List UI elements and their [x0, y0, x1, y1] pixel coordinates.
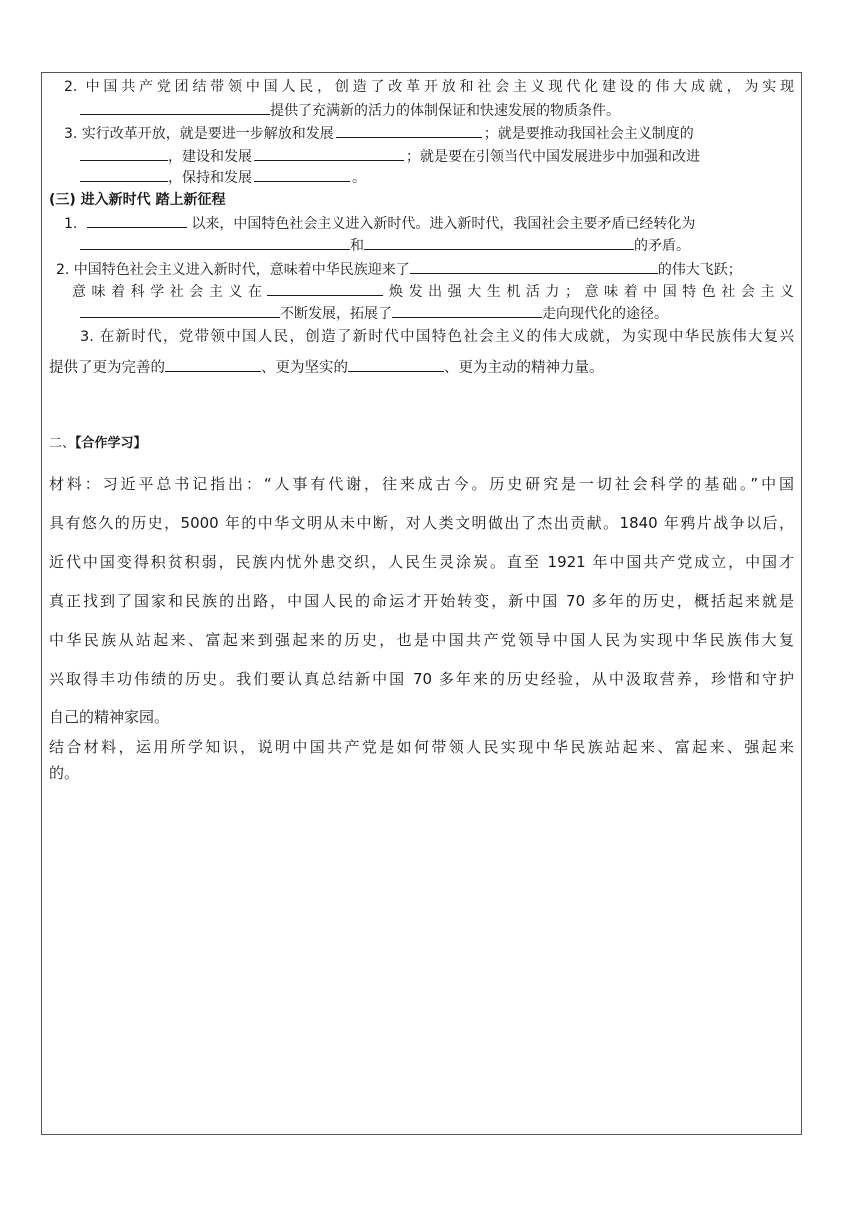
blank-field[interactable] — [392, 303, 542, 318]
item2-line2-text: 提供了充满新的活力的体制保证和快速发展的物质条件。 — [270, 103, 620, 119]
s3-item3-line2c: 、更为主动的精神力量。 — [444, 360, 604, 376]
item3-line3b: 。 — [352, 170, 366, 186]
item3-line3 — [80, 167, 366, 188]
s3-item1-line2 — [80, 235, 690, 256]
blank-field[interactable] — [410, 259, 658, 274]
blank-field[interactable] — [254, 167, 350, 182]
blank-field[interactable] — [348, 357, 444, 372]
s3-item2-line1a: 2. 中国特色社会主义进入新时代，意味着中华民族迎来了 — [56, 262, 410, 278]
s3-item2-line2a: 意味着科学社会主义在 — [72, 284, 268, 300]
blank-field[interactable] — [165, 357, 261, 372]
s3-item1-num: 1. — [64, 216, 78, 232]
answer-area[interactable] — [49, 800, 794, 1120]
material-line-6: 兴取得丰功伟绩的历史。我们要认真总结新中国 70 多年来的历史经验，从中汲取营养，珍惜和守护 — [49, 670, 794, 688]
blank-field[interactable] — [267, 281, 383, 296]
material-line-3: 近代中国变得积贫积弱，民族内忧外患交织，人民生灵涂炭。直至 1921 年中国共产党成立，中国才 — [49, 553, 794, 571]
material-line-5: 中华民族从站起来、富起来到强起来的历史，也是中国共产党领导中国人民为实现中华民族伟大复 — [49, 631, 794, 649]
s3-item2-line3a: 不断发展，拓展了 — [280, 306, 392, 322]
item3-line3a: ，保持和发展 — [168, 170, 252, 186]
s3-item2-line1b: 的伟大飞跃； — [657, 262, 742, 278]
item3-line2 — [80, 146, 700, 167]
cooperative-heading — [49, 434, 147, 454]
material-line-2: 具有悠久的历史，5000 年的中华文明从未中断，对人类文明做出了杰出贡献。1840 年鸦片战争以后， — [49, 514, 794, 532]
item3-line2a: ，建设和发展 — [168, 149, 252, 165]
blank-field[interactable] — [80, 100, 270, 115]
question-line-2: 的。 — [49, 764, 80, 782]
item3-line1 — [64, 123, 694, 144]
item3-line1a: 3. 实行改革开放，就是要进一步解放和发展 — [64, 126, 334, 142]
blank-field[interactable] — [80, 235, 350, 250]
blank-field[interactable] — [80, 146, 168, 161]
item3-line2b: ；就是要在引领当代中国发展进步中加强和改进 — [406, 149, 700, 165]
s3-item3-line2a: 提供了更为完善的 — [49, 360, 165, 376]
material-line-7: 自己的精神家园。 — [49, 708, 170, 726]
s3-item2-line3b: 走向现代化的途径。 — [542, 306, 668, 322]
cooperative-heading-prefix: 二、 — [49, 436, 76, 451]
blank-field[interactable] — [254, 146, 404, 161]
material-line-1: 材料：习近平总书记指出：“人事有代谢，往来成古今。历史研究是一切社会科学的基础。”中国 — [49, 475, 794, 493]
s3-item2-line1 — [56, 259, 742, 280]
s3-item2-line2b: 焕发出强大生机活力；意味着中国特色社会主义 — [383, 284, 794, 300]
s3-item1-and: 和 — [350, 238, 364, 254]
material-line-4: 真正找到了国家和民族的出路，中国人民的命运才开始转变，新中国 70 多年的历史，概括起来就是 — [49, 592, 794, 610]
s3-item3-line2b: 、更为坚实的 — [261, 360, 348, 376]
item2-line1: 2. 中国共产党团结带领中国人民，创造了改革开放和社会主义现代化建设的伟大成就，为实现 — [64, 79, 794, 95]
s3-item3-line1: 3. 在新时代，党带领中国人民，创造了新时代中国特色社会主义的伟大成就，为实现中华民族伟大复兴 — [80, 329, 794, 345]
s3-item3-line2 — [49, 357, 604, 378]
s3-item1-end: 的矛盾。 — [634, 238, 690, 254]
s3-item1-line1 — [64, 213, 695, 234]
question-line-1: 结合材料，运用所学知识，说明中国共产党是如何带领人民实现中华民族站起来、富起来、强起来 — [49, 738, 794, 756]
blank-field[interactable] — [80, 303, 280, 318]
s3-item2-line2 — [72, 281, 794, 302]
s3-item1-text: 以来，中国特色社会主义进入新时代。进入新时代，我国社会主要矛盾已经转化为 — [191, 216, 696, 232]
cooperative-heading-title: 【合作学习】 — [75, 436, 147, 451]
s3-item2-line3 — [80, 303, 668, 324]
blank-field[interactable] — [80, 167, 168, 182]
blank-field[interactable] — [87, 213, 187, 228]
section3-heading: (三) 进入新时代 踏上新征程 — [49, 192, 226, 208]
blank-field[interactable] — [336, 123, 482, 138]
item2-line2 — [80, 100, 620, 121]
item3-line1b: ；就是要推动我国社会主义制度的 — [483, 126, 694, 142]
blank-field[interactable] — [364, 235, 634, 250]
